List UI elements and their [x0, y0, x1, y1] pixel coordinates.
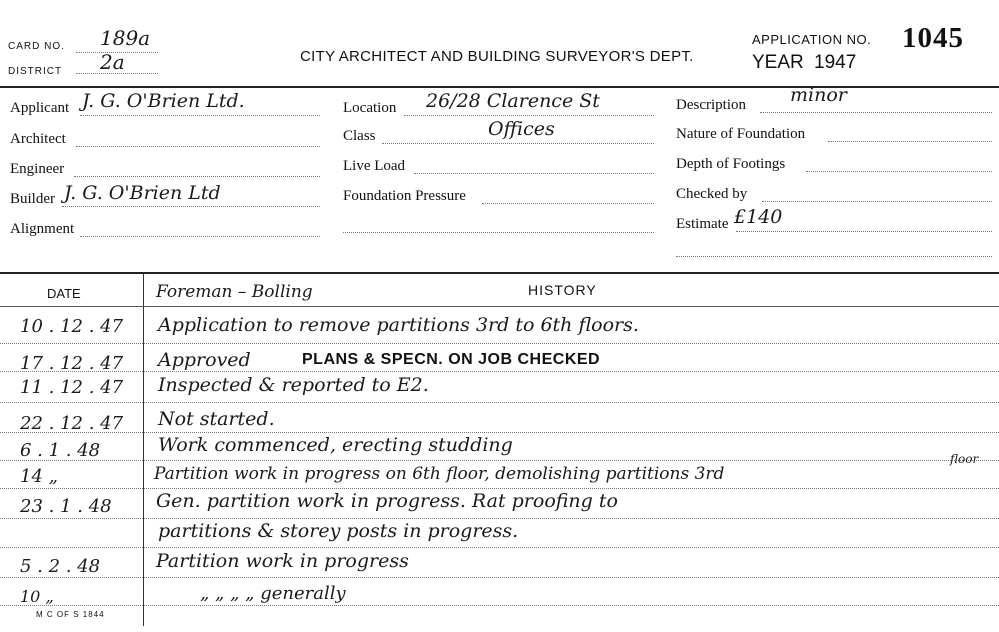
- history-row-text: Partition work in progress: [156, 550, 409, 572]
- history-row-date: 10 . 12 . 47: [20, 316, 124, 337]
- history-row-date: 22 . 12 . 47: [20, 413, 124, 434]
- history-row-text: Inspected & reported to E2.: [158, 374, 429, 396]
- nature-foundation-label: Nature of Foundation: [676, 126, 806, 142]
- alignment-label: Alignment: [10, 221, 75, 237]
- history-row-text: Approved: [158, 349, 251, 371]
- architect-label: Architect: [10, 131, 66, 147]
- history-header: HISTORY: [528, 282, 597, 298]
- department-title: CITY ARCHITECT AND BUILDING SURVEYOR'S DEPT.: [300, 48, 694, 65]
- depth-footings-label: Depth of Footings: [676, 156, 786, 172]
- history-row-date: 5 . 2 . 48: [20, 556, 101, 577]
- history-row-text: partitions & storey posts in progress.: [158, 520, 519, 542]
- history-row-text: Application to remove partitions 3rd to 6th floors.: [158, 314, 639, 336]
- history-row-text: Work commenced, erecting studding: [158, 434, 513, 456]
- card-no-label: CARD NO.: [8, 41, 65, 52]
- class-label: Class: [343, 128, 376, 144]
- builder-label: Builder: [10, 191, 55, 207]
- history-header-rule: [0, 306, 999, 307]
- estimate-value: £140: [734, 206, 783, 228]
- applicant-label: Applicant: [10, 100, 70, 116]
- location-label: Location: [343, 100, 397, 116]
- card-no-value: 189a: [100, 26, 151, 50]
- foreman-note: Foreman – Bolling: [156, 282, 313, 302]
- year-value: 1947: [814, 52, 857, 73]
- checked-stamp: PLANS & SPECN. ON JOB CHECKED: [302, 351, 601, 368]
- form-code: M C OF S 1844: [36, 610, 105, 619]
- history-row-date: 6 . 1 . 48: [20, 440, 101, 461]
- history-row-date: 14 „: [20, 466, 58, 487]
- application-no-label: APPLICATION NO.: [752, 32, 872, 47]
- date-header: DATE: [47, 286, 81, 301]
- live-load-label: Live Load: [343, 158, 406, 174]
- history-row-superscript: floor: [950, 452, 979, 466]
- location-value: 26/28 Clarence St: [426, 90, 600, 112]
- year-label: YEAR: [752, 52, 804, 73]
- applicant-value: J. G. O'Brien Ltd.: [82, 90, 245, 112]
- history-row-date: 10 „: [20, 587, 54, 606]
- history-row-date: 23 . 1 . 48: [20, 496, 112, 517]
- district-value: 2a: [100, 50, 125, 74]
- estimate-label: Estimate: [676, 216, 729, 232]
- history-row-text: „ „ „ „ generally: [200, 583, 346, 604]
- checked-by-label: Checked by: [676, 186, 748, 202]
- engineer-label: Engineer: [10, 161, 65, 177]
- foundation-pressure-label: Foundation Pressure: [343, 188, 466, 204]
- header-rule: [0, 86, 999, 88]
- builder-value: J. G. O'Brien Ltd: [64, 182, 221, 204]
- history-row-date: 11 . 12 . 47: [20, 377, 124, 398]
- description-value: minor: [790, 84, 847, 106]
- date-column-divider: [143, 274, 144, 626]
- history-top-rule: [0, 272, 999, 274]
- history-row-date: 17 . 12 . 47: [20, 353, 124, 374]
- application-no-value: 1045: [902, 22, 964, 54]
- history-row-text: Not started.: [158, 408, 275, 430]
- class-value: Offices: [488, 118, 555, 140]
- description-label: Description: [676, 97, 746, 113]
- district-label: DISTRICT: [8, 66, 63, 77]
- history-row-text: Gen. partition work in progress. Rat proofing to: [156, 490, 618, 512]
- history-row-text: Partition work in progress on 6th floor, demolishing partitions 3rd: [154, 464, 725, 484]
